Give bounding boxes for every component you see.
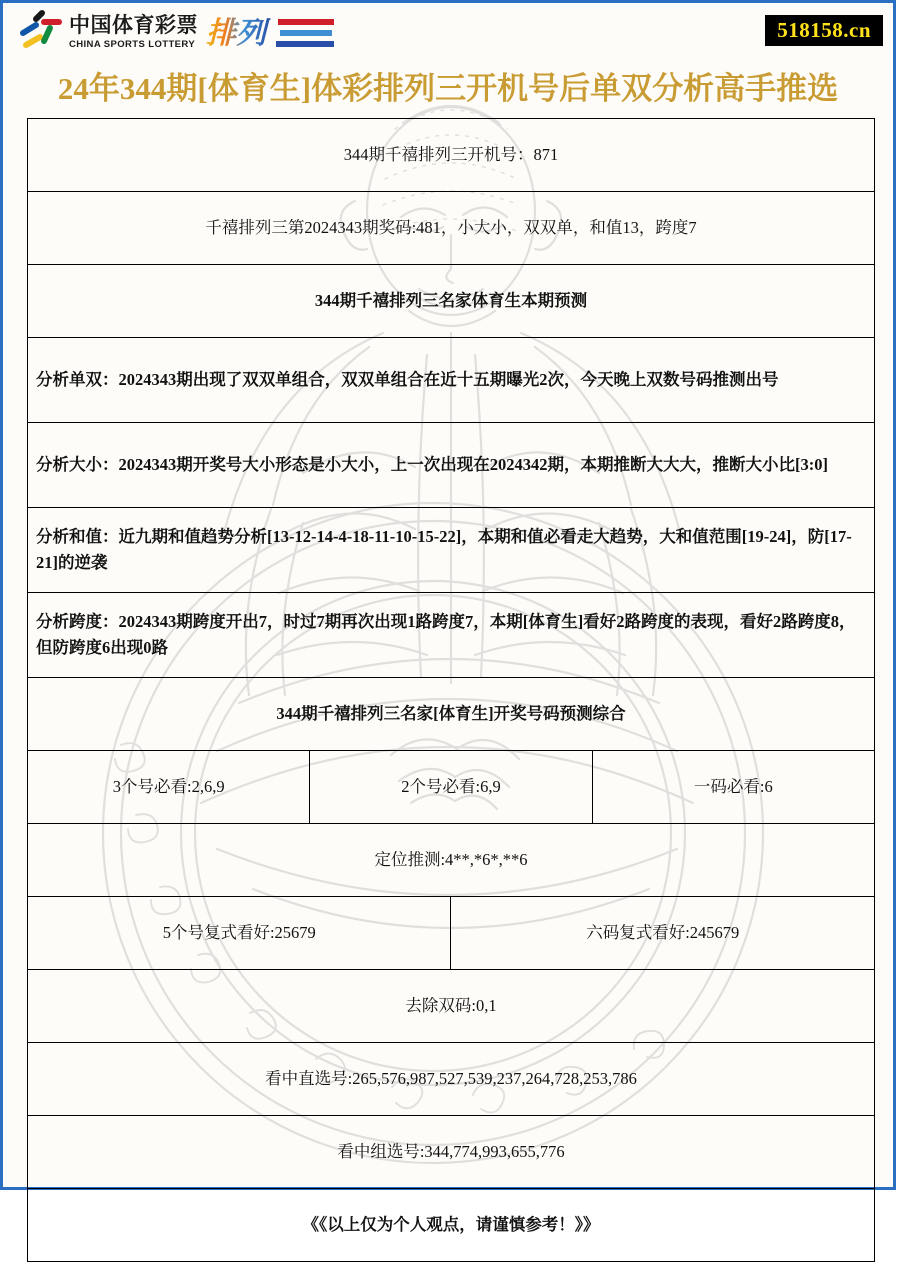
summary-heading-cell: 344期千禧排列三名家[体育生]开奖号码预测综合 [28, 678, 875, 751]
open-machine-number-cell: 344期千禧排列三开机号：871 [28, 119, 875, 192]
analysis-span-cell: 分析跨度：2024343期跨度开出7，时过7期再次出现1路跨度7，本期[体育生]看好2路跨度的表现，看好2路跨度8，但防跨度6出现0路 [28, 593, 875, 678]
table-row [28, 897, 875, 970]
prediction-table-wrapper [27, 118, 869, 1262]
analysis-odd-even-cell: 分析单双：2024343期出现了双双单组合，双双单组合在近十五期曝光2次，今天晚上双数号码推测出号 [28, 338, 875, 423]
five-number-compound-cell: 5个号复式看好:25679 [28, 897, 451, 970]
analysis-big-small-cell: 分析大小：2024343期开奖号大小形态是小大小，上一次出现在2024342期，本期推断大大大，推断大小比[3:0] [28, 423, 875, 508]
table-row [28, 338, 875, 423]
brand-name-cn: 中国体育彩票 [69, 13, 198, 37]
table-row [28, 1116, 875, 1189]
brand-text [69, 15, 198, 50]
last-draw-result-cell: 千禧排列三第2024343期奖码:481，小大小，双双单，和值13，跨度7 [28, 192, 875, 265]
prediction-table [27, 118, 875, 1262]
position-forecast-cell: 定位推测:4**,*6*,**6 [28, 824, 875, 897]
site-url-badge: 518158.cn [765, 15, 883, 46]
table-row [28, 508, 875, 593]
analysis-sum-cell: 分析和值：近九期和值趋势分析[13-12-14-4-18-11-10-15-22]，本期和值必看走大趋势，大和值范围[19-24]，防[17-21]的逆袭 [28, 508, 875, 593]
group-picks-cell: 看中组选号:344,774,993,655,776 [28, 1116, 875, 1189]
table-row [28, 824, 875, 897]
table-row [28, 119, 875, 192]
remove-even-codes-cell: 去除双码:0,1 [28, 970, 875, 1043]
disclaimer-cell: 《《以上仅为个人观点，请谨慎参考！》》 [28, 1189, 875, 1262]
brand-logo [17, 9, 338, 55]
table-row [28, 1043, 875, 1116]
two-numbers-cell: 2个号必看:6,9 [310, 751, 592, 824]
table-row [28, 192, 875, 265]
series-pailie-san-logo [206, 11, 338, 53]
six-number-compound-cell: 六码复式看好:245679 [451, 897, 875, 970]
forecast-heading-cell: 344期千禧排列三名家体育生本期预测 [28, 265, 875, 338]
table-row [28, 265, 875, 338]
table-row [28, 678, 875, 751]
table-row [28, 1189, 875, 1262]
three-numbers-cell: 3个号必看:2,6,9 [28, 751, 310, 824]
brand-name-en: CHINA SPORTS LOTTERY [69, 38, 196, 50]
page-title: 24年344期[体育生]体彩排列三开机号后单双分析高手推选 [57, 71, 839, 106]
table-row [28, 751, 875, 824]
one-number-cell: 一码必看:6 [592, 751, 874, 824]
table-row [28, 423, 875, 508]
direct-picks-cell: 看中直选号:265,576,987,527,539,237,264,728,253,786 [28, 1043, 875, 1116]
sports-lottery-athlete-icon [17, 11, 63, 53]
table-row [28, 593, 875, 678]
svg-text:排列: 排列 [206, 17, 266, 50]
table-row [28, 970, 875, 1043]
site-header [3, 3, 893, 61]
